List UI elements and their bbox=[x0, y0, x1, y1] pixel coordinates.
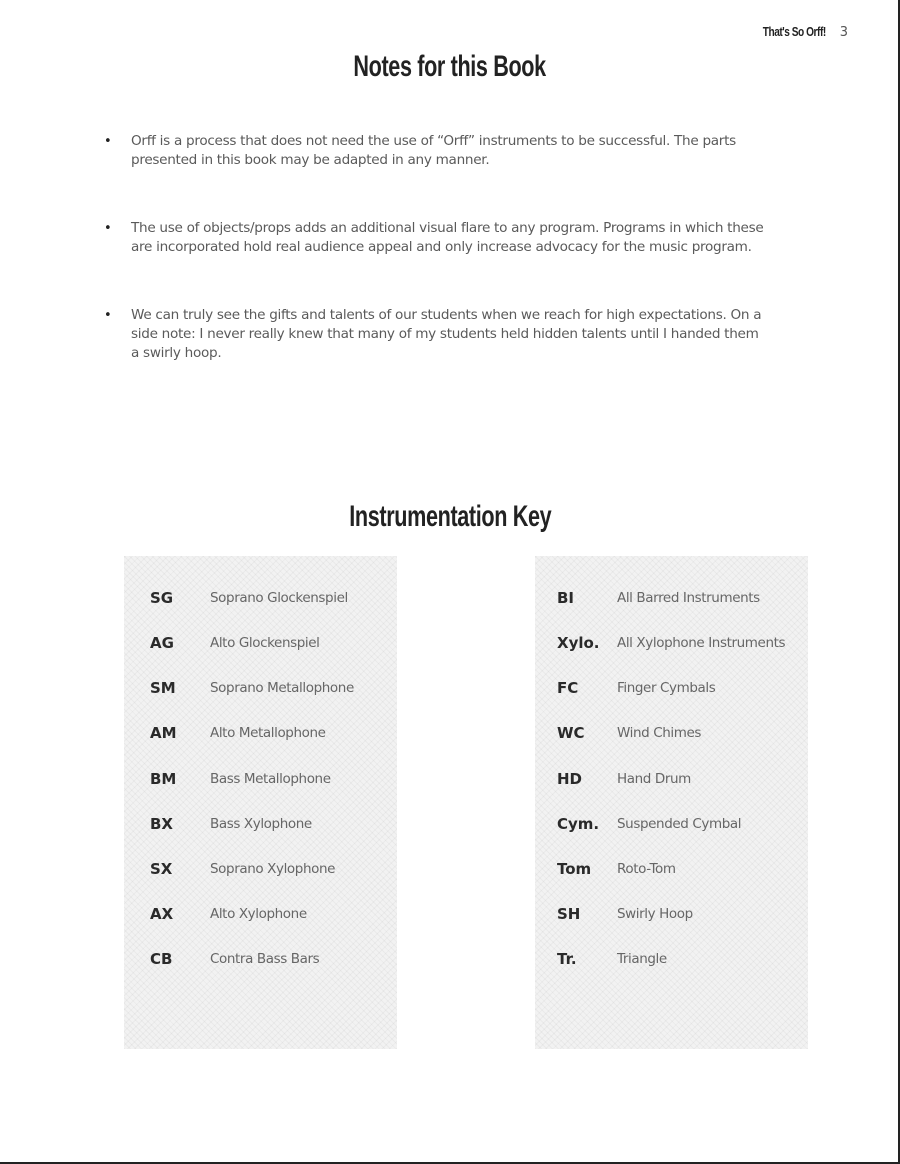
key-row bbox=[535, 904, 808, 924]
key-column-right bbox=[535, 556, 808, 1049]
key-name: Soprano Xylophone bbox=[210, 861, 336, 877]
key-name: Contra Bass Bars bbox=[210, 951, 320, 967]
running-title: That's So Orff! bbox=[762, 24, 826, 39]
key-row bbox=[124, 633, 397, 653]
key-abbr: HD bbox=[557, 770, 583, 788]
key-name: Bass Xylophone bbox=[210, 816, 312, 832]
key-abbr: Cym. bbox=[557, 815, 600, 833]
key-abbr: CB bbox=[150, 950, 173, 968]
key-name: All Xylophone Instruments bbox=[617, 635, 786, 651]
key-row bbox=[535, 633, 808, 653]
bullet-icon: • bbox=[104, 134, 112, 149]
bullet-icon: • bbox=[104, 308, 112, 323]
note-item bbox=[104, 219, 764, 257]
key-row bbox=[124, 949, 397, 969]
key-abbr: SG bbox=[150, 589, 174, 607]
notes-list bbox=[104, 132, 764, 412]
page-number: 3 bbox=[839, 25, 848, 40]
key-name: Alto Metallophone bbox=[210, 725, 326, 741]
note-text: The use of objects/props adds an additional visual flare to any program. Programs in which these are incorporated hold real audience appeal and only increase advocacy for the music program. bbox=[131, 220, 764, 255]
running-header bbox=[745, 24, 848, 40]
key-name: Suspended Cymbal bbox=[617, 816, 742, 832]
key-abbr: SM bbox=[150, 679, 176, 697]
key-name: Hand Drum bbox=[617, 771, 691, 787]
note-text: Orff is a process that does not need the use of “Orff” instruments to be successful. The parts presented in this book may be adapted in any manner. bbox=[131, 133, 736, 168]
bullet-icon: • bbox=[104, 221, 112, 236]
key-abbr: Tom bbox=[557, 860, 592, 878]
key-abbr: FC bbox=[557, 679, 579, 697]
key-name: All Barred Instruments bbox=[617, 590, 760, 606]
key-abbr: AM bbox=[150, 724, 177, 742]
key-row bbox=[124, 723, 397, 743]
key-row bbox=[124, 678, 397, 698]
key-row bbox=[535, 723, 808, 743]
key-row bbox=[535, 949, 808, 969]
key-abbr: AG bbox=[150, 634, 174, 652]
key-name: Alto Xylophone bbox=[210, 906, 307, 922]
key-name: Triangle bbox=[617, 951, 667, 967]
key-row bbox=[535, 678, 808, 698]
key-row bbox=[535, 814, 808, 834]
key-row bbox=[124, 814, 397, 834]
instrumentation-key-title: Instrumentation Key bbox=[348, 500, 551, 533]
key-column-left bbox=[124, 556, 397, 1049]
key-name: Alto Glockenspiel bbox=[210, 635, 320, 651]
key-row bbox=[535, 769, 808, 789]
key-abbr: BI bbox=[557, 589, 575, 607]
key-abbr: AX bbox=[150, 905, 174, 923]
notes-title: Notes for this Book bbox=[353, 50, 547, 83]
note-text: We can truly see the gifts and talents of our students when we reach for high expectations. On a side note: I never really knew that many of my students held hidden talents until I handed them a swirly hoop. bbox=[131, 307, 762, 361]
key-row bbox=[124, 859, 397, 879]
key-row bbox=[124, 904, 397, 924]
key-row bbox=[124, 769, 397, 789]
key-row bbox=[535, 859, 808, 879]
key-name: Roto-Tom bbox=[617, 861, 676, 877]
key-abbr: SH bbox=[557, 905, 581, 923]
key-name: Swirly Hoop bbox=[617, 906, 693, 922]
key-abbr: WC bbox=[557, 724, 585, 742]
key-abbr: Xylo. bbox=[557, 634, 600, 652]
key-abbr: BX bbox=[150, 815, 173, 833]
key-name: Soprano Glockenspiel bbox=[210, 590, 348, 606]
note-item bbox=[104, 132, 764, 170]
key-abbr: BM bbox=[150, 770, 177, 788]
key-name: Wind Chimes bbox=[617, 725, 702, 741]
key-row bbox=[535, 588, 808, 608]
key-name: Bass Metallophone bbox=[210, 771, 331, 787]
key-name: Finger Cymbals bbox=[617, 680, 716, 696]
key-name: Soprano Metallophone bbox=[210, 680, 354, 696]
key-row bbox=[124, 588, 397, 608]
note-item bbox=[104, 306, 764, 363]
key-abbr: SX bbox=[150, 860, 173, 878]
key-abbr: Tr. bbox=[557, 950, 577, 968]
